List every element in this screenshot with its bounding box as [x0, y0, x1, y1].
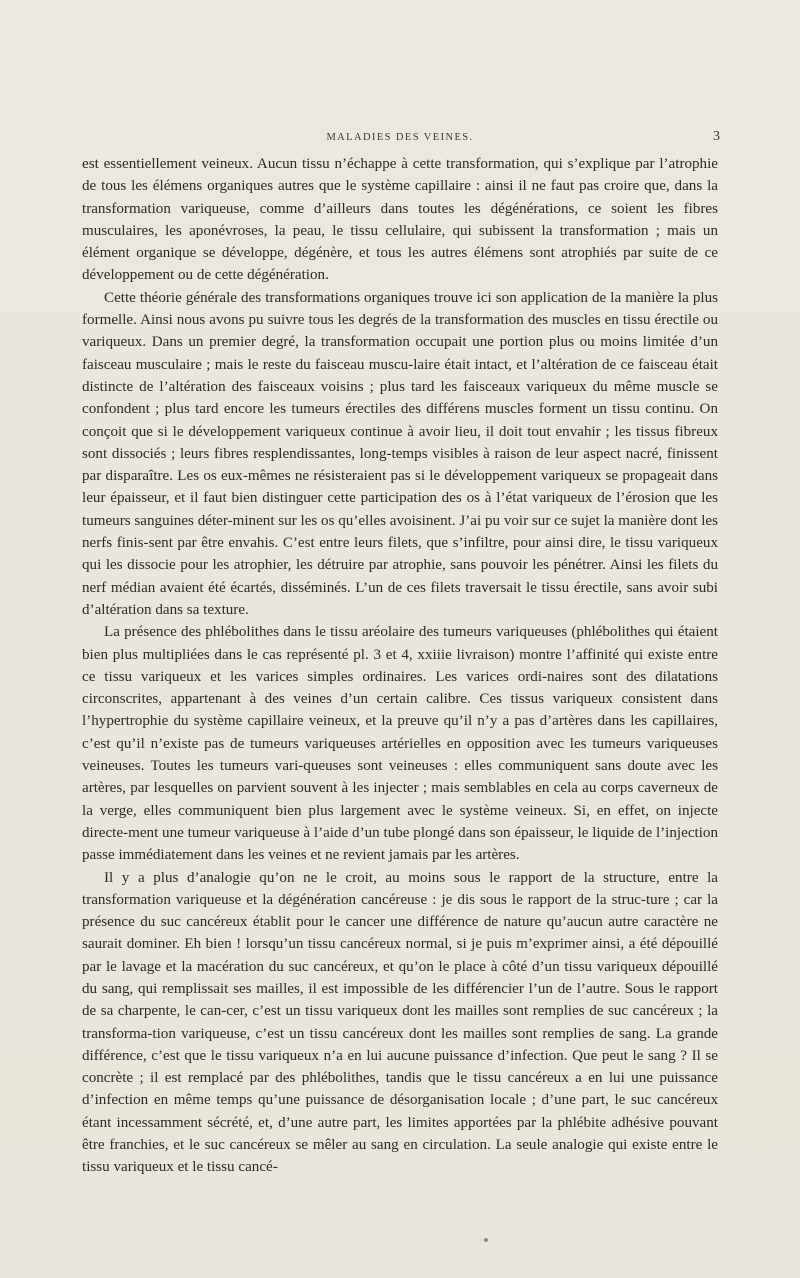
- paragraph-4: Il y a plus d’analogie qu’on ne le croit, au moins sous le rapport de la structure, entre la transformation variqueuse et la dégénération cancéreuse : je dis sous le rapport de la struc-ture ; car la présence du suc cancéreux établit pour le cancer une différence de nature qu’aucun autre caractère ne saurait dominer. Eh bien ! lorsqu’un tissu cancéreux normal, si je puis m’exprimer ainsi, a été dépouillé par le lavage et la macération du suc cancéreux, et qu’on le place à côté d’un tissu variqueux dépouillé du sang, qui remplissait ses mailles, il est impossible de les différencier l’un de l’autre. Sous le rapport de sa charpente, le can-cer, c’est un tissu variqueux dont les mailles sont remplies de suc cancéreux ; la transforma-tion variqueuse, c’est un tissu cancéreux dont les mailles sont remplies de sang. La grande différence, c’est que le tissu variqueux n’a en lui aucune puissance d’infection. Que peut le sang ? Il se concrète ; il est remplacé par des phlébolithes, tandis que le tissu cancéreux a en lui une puissance d’infection en même temps qu’une puissance de désorganisation locale ; d’une part, le suc cancéreux étant incessamment sécrété, et, d’une autre part, les limites apportées par la phlébite adhésive pouvant être franchies, et le suc cancéreux se mêler au sang en circulation. La seule analogie qui existe entre le tissu variqueux et le tissu cancé-: [82, 869, 718, 1176]
- page-number: 3: [713, 129, 720, 144]
- paragraph-1: est essentiellement veineux. Aucun tissu n’échappe à cette transformation, qui s’explique par l’atrophie de tous les élémens organiques autres que le système capillaire : ainsi il ne faut pas croire que, dans la transformation variqueuse, comme d’ailleurs dans toutes les dégénérations, ce soient les fibres musculaires, les aponévroses, la peau, le tissu cellulaire, qui subissent la transformation ; mais un élément organique se développe, dégénère, et tous les autres élémens sont atrophiés par suite de ce développement ou de cette dégénération.: [82, 156, 718, 284]
- running-head: MALADIES DES VEINES.: [326, 132, 474, 143]
- body-text: [82, 153, 718, 1179]
- ink-speck: [484, 1238, 488, 1242]
- page-header: [80, 129, 720, 150]
- paragraph-2: Cette théorie générale des transformations organiques trouve ici son application de la manière la plus formelle. Ainsi nous avons pu suivre tous les degrés de la transformation des muscles en tissu érectile ou variqueux. Dans un premier degré, la transformation occupait une portion plus ou moins limitée d’un faisceau musculaire ; mais le reste du faisceau muscu-laire était intact, et l’altération de ce faisceau était distincte de l’altération des faisceaux voisins ; plus tard les faisceaux variqueux du même muscle se confondent ; plus tard encore les tumeurs érectiles des différens muscles forment un tissu continu. On conçoit que si le développement variqueux continue à avoir lieu, il doit tout envahir ; les tissus fibreux sont dissociés ; leurs fibres resplendissantes, long-temps visibles à raison de leur aspect nacré, finissent par disparaître. Les os eux-mêmes ne résisteraient pas si le développement variqueux se propageait dans leur épaisseur, et il faut bien distinguer cette participation des os à l’état variqueux de l’érosion que les tumeurs sanguines déter-minent sur les os qu’elles avoisinent. J’ai pu voir sur ce sujet la manière dont les nerfs finis-sent par être envahis. C’est entre leurs filets, que s’infiltre, pour ainsi dire, le tissu variqueux qui les dissocie pour les atrophier, les détruire par atrophie, sans pouvoir les pénétrer. Ainsi les filets du nerf médian avaient été écartés, disséminés. L’un de ces filets traversait le tissu érectile, sans avoir subi d’altération dans sa texture.: [82, 289, 718, 618]
- paragraph-3: La présence des phlébolithes dans le tissu aréolaire des tumeurs variqueuses (phlébolithes qui étaient bien plus multipliées dans le cas représenté pl. 3 et 4, xxiiie livraison) montre l’affinité qui existe entre ce tissu variqueux et les varices simples ordinaires. Les varices ordi-naires sont des dilatations circonscrites, appartenant à des veines d’un certain calibre. Ces tissus variqueux consistent dans l’hypertrophie du système capillaire veineux, et la preuve qu’il n’y a pas d’artères dans les capillaires, c’est qu’il n’existe pas de tumeurs variqueuses artérielles en opposition avec les tumeurs variqueuses veineuses. Toutes les tumeurs vari-queuses sont veineuses : elles communiquent sans doute avec les artères, par lesquelles on parvient souvent à les injecter ; mais semblables en cela au corps caverneux de la verge, elles communiquent bien plus largement avec le système veineux. Si, en effet, on injecte directe-ment une tumeur variqueuse à l’aide d’un tube plongé dans son épaisseur, le liquide de l’injection passe immédiatement dans les veines et ne revient jamais par les artères.: [82, 624, 718, 864]
